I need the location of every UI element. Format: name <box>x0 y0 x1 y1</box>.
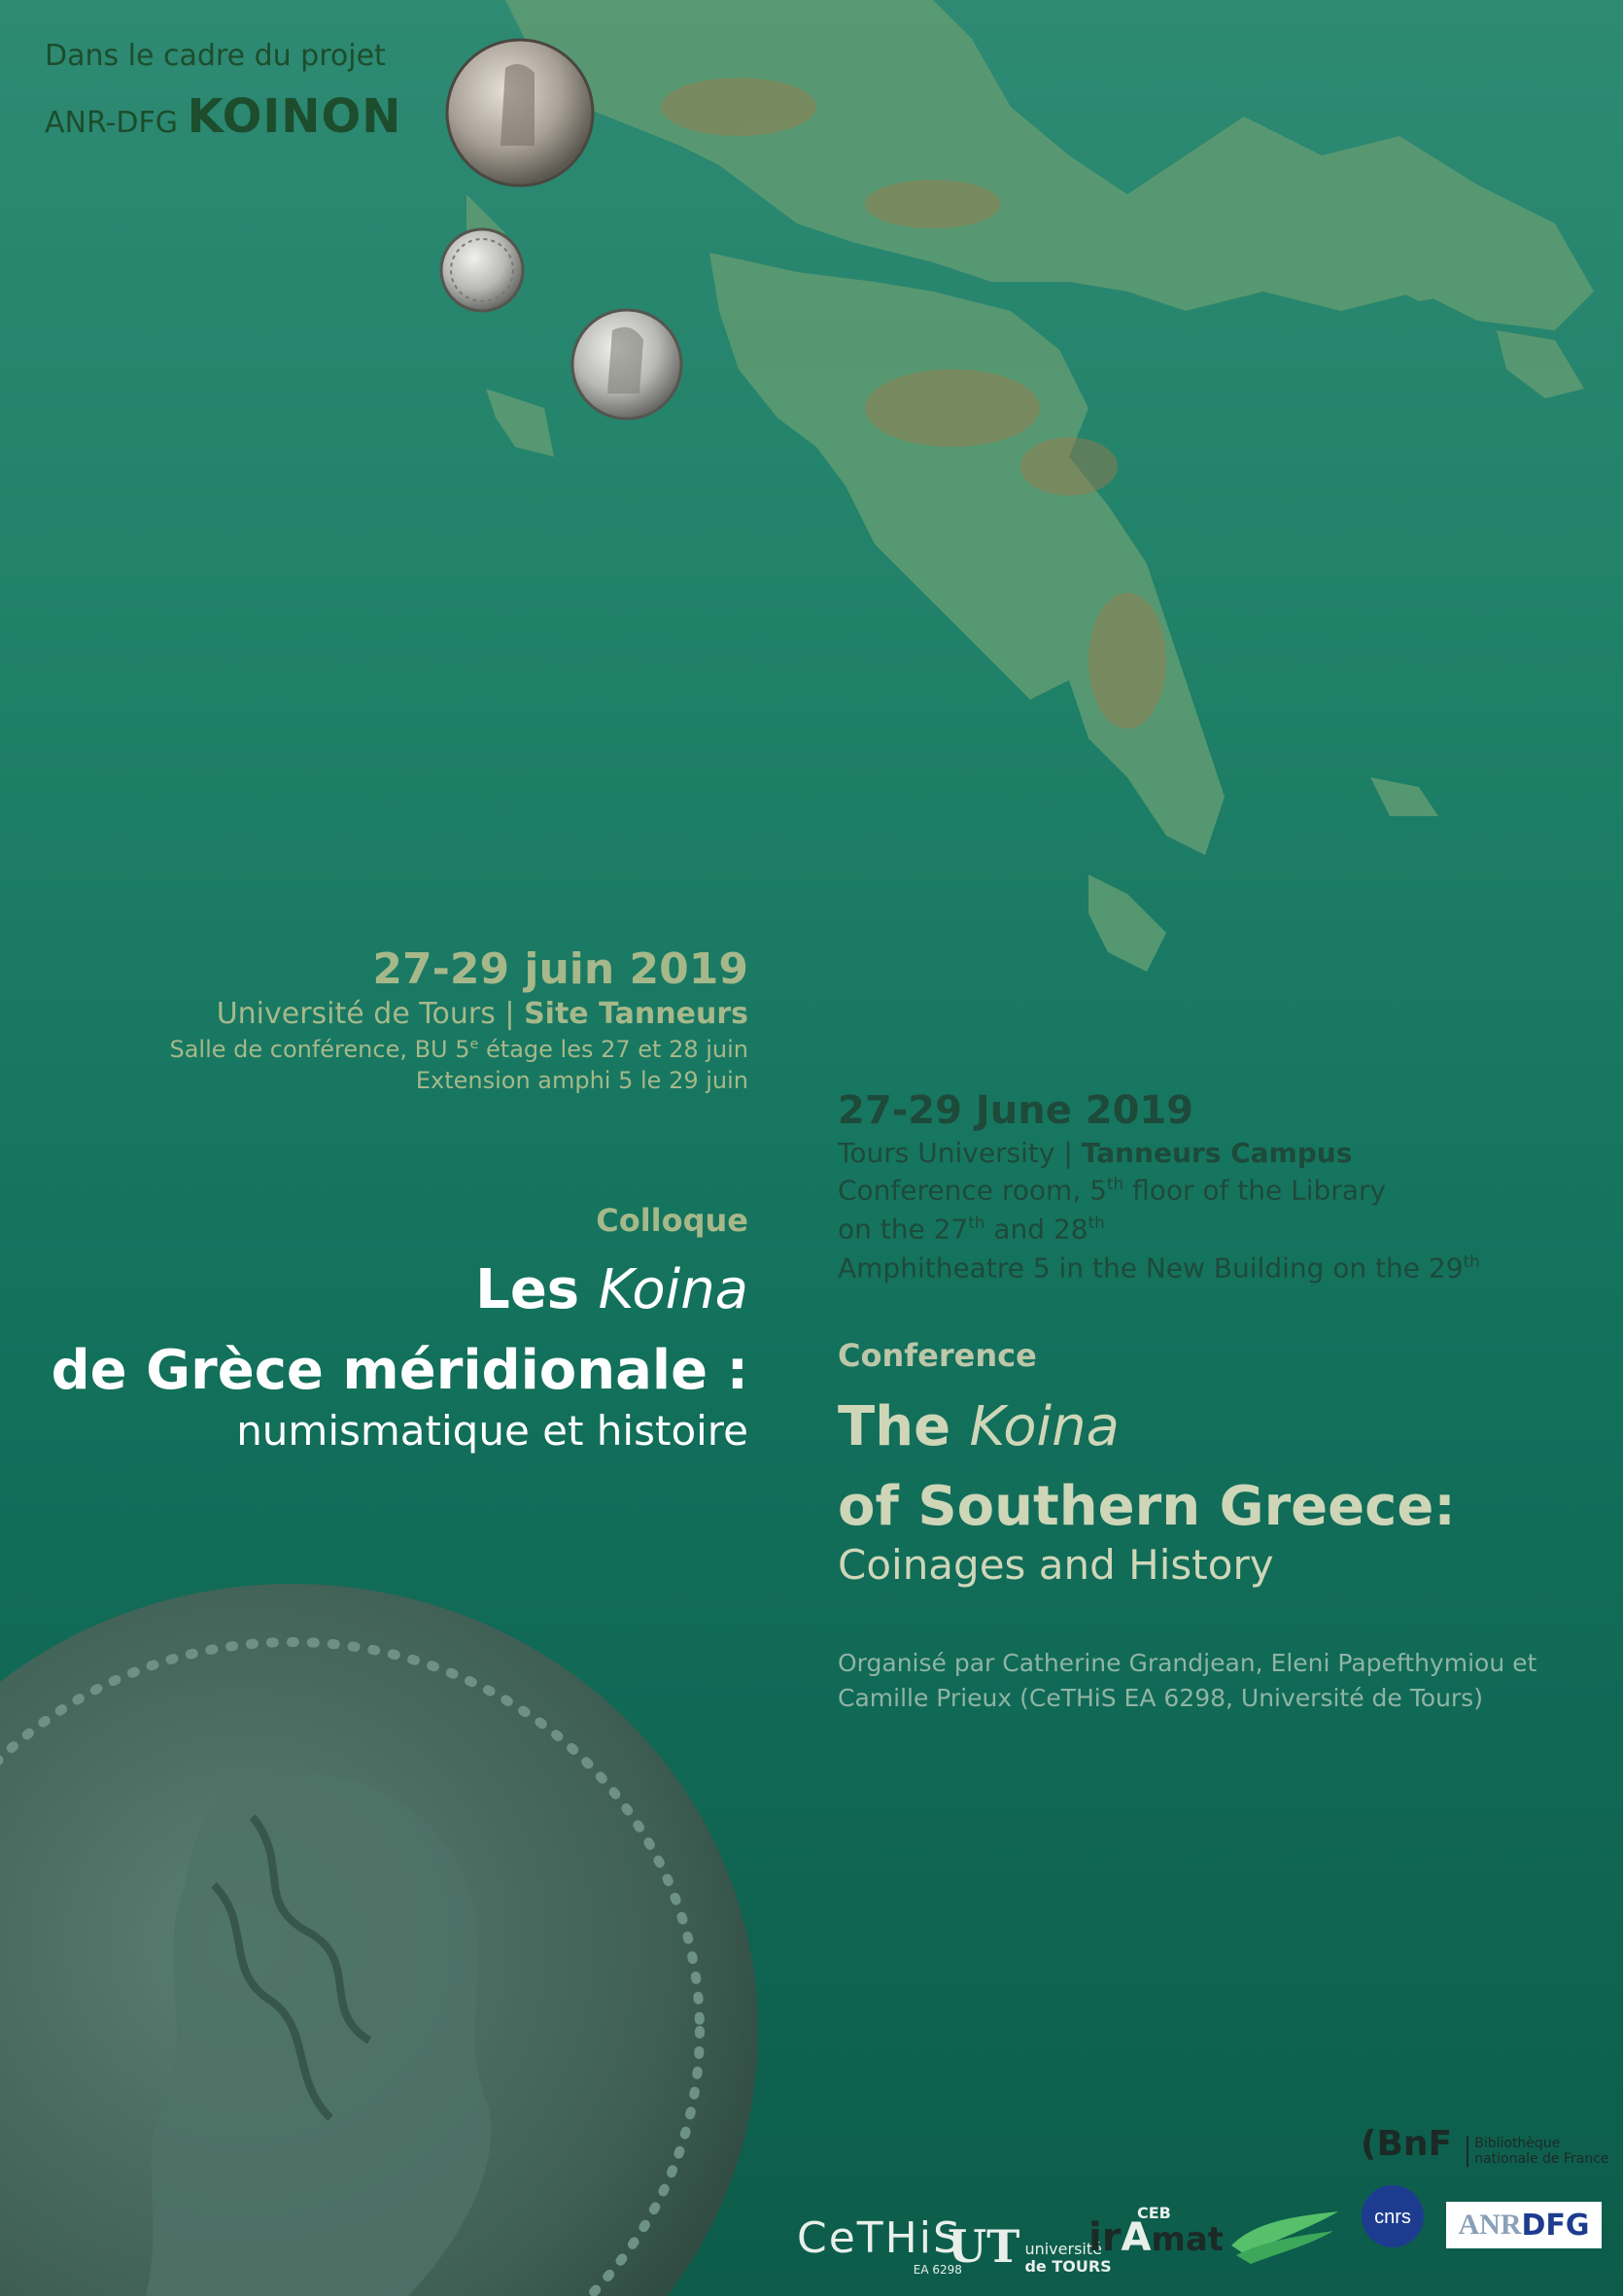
french-subtitle: numismatique et histoire <box>236 1407 748 1455</box>
ut-univ-text: université <box>1024 2239 1102 2258</box>
english-subtitle: Coinages and History <box>838 1541 1274 1589</box>
dfg-text: DFG <box>1521 2208 1590 2243</box>
english-room2-sup2: th <box>1088 1213 1105 1232</box>
french-university-name: Université de Tours <box>216 997 496 1031</box>
iramat-ceb: CEB <box>1137 2204 1171 2222</box>
bnf-logo: (BnF Bibliothèque nationale de France <box>1361 2124 1609 2167</box>
english-date: 27-29 June 2019 <box>838 1088 1194 1133</box>
english-title-the: The <box>838 1395 970 1458</box>
english-amphi <box>838 1251 1480 1284</box>
french-colloque-label: Colloque <box>596 1202 748 1239</box>
english-amphi-a: Amphitheatre 5 in the New Building on the 29 <box>838 1251 1464 1285</box>
iramat-mat: mat <box>1151 2220 1225 2259</box>
organizers <box>838 1646 1537 1716</box>
iramat-ir: ir <box>1088 2215 1122 2260</box>
greece-map-illustration <box>389 0 1623 1011</box>
bnf-sub1: Bibliothèque <box>1474 2135 1561 2151</box>
coin-image-2 <box>441 229 523 311</box>
english-room-b: floor of the Library <box>1123 1174 1387 1207</box>
french-title-koina: Koina <box>598 1258 748 1321</box>
english-title-line2: of Southern Greece: <box>838 1475 1456 1538</box>
english-room-sup: th <box>1106 1174 1124 1193</box>
bnf-sub2: nationale de France <box>1474 2150 1609 2167</box>
ut-tours-text: de TOURS <box>1024 2256 1112 2276</box>
english-campus: Tanneurs Campus <box>1081 1137 1353 1169</box>
organizers-line1: Organisé par Catherine Grandjean, Eleni Papefthymiou et <box>838 1649 1537 1677</box>
english-room2-sup1: th <box>968 1213 985 1232</box>
french-salle <box>169 1036 748 1063</box>
english-university-name: Tours University <box>838 1137 1055 1169</box>
french-site: Site Tanneurs <box>524 997 748 1031</box>
project-koinon: KOINON <box>187 89 402 144</box>
french-university <box>217 997 748 1031</box>
project-name <box>45 89 401 144</box>
french-salle-b: étage les 27 et 28 juin <box>478 1036 748 1063</box>
cethis-logo-text: CeTHiS <box>797 2213 962 2263</box>
orleans-logo-graphic <box>1226 2202 1343 2270</box>
bnf-logo-text: BnF <box>1376 2124 1453 2164</box>
english-room-dates <box>838 1213 1105 1245</box>
cnrs-logo <box>1359 2182 1427 2250</box>
english-room2-b: and 28 <box>984 1213 1088 1246</box>
iramat-a: A <box>1121 2215 1152 2260</box>
english-title-koina: Koina <box>969 1395 1120 1458</box>
anr-text: ANR <box>1458 2209 1522 2241</box>
cethis-logo-sub: EA 6298 <box>913 2263 962 2277</box>
english-university <box>838 1137 1352 1169</box>
english-room-a: Conference room, 5 <box>838 1174 1107 1207</box>
french-title-line1 <box>475 1258 748 1321</box>
english-separator: | <box>1054 1137 1082 1169</box>
universite-tours-logo: UT université de TOURS <box>948 2220 1112 2276</box>
english-room <box>838 1174 1386 1206</box>
french-extension: Extension amphi 5 le 29 juin <box>415 1067 748 1094</box>
large-coin-zeus-image <box>0 1574 777 2296</box>
iramat-logo <box>1088 2204 1225 2260</box>
anr-dfg-logo <box>1446 2202 1602 2248</box>
organizers-line2: Camille Prieux (CeTHiS EA 6298, Université de Tours) <box>838 1684 1483 1712</box>
french-title-line2: de Grèce méridionale : <box>51 1339 748 1402</box>
project-intro: Dans le cadre du projet <box>45 39 386 73</box>
english-conference-label: Conference <box>838 1337 1037 1374</box>
french-date: 27-29 juin 2019 <box>372 944 748 994</box>
english-title-line1 <box>838 1395 1120 1458</box>
french-salle-a: Salle de conférence, BU 5 <box>169 1036 470 1063</box>
english-amphi-sup: th <box>1463 1251 1480 1271</box>
cethis-logo <box>797 2213 962 2277</box>
project-prefix: ANR-DFG <box>45 106 179 140</box>
cnrs-logo-text: cnrs <box>1374 2207 1411 2228</box>
french-separator: | <box>495 997 525 1031</box>
english-room2-a: on the 27 <box>838 1213 969 1246</box>
french-salle-sup: e <box>469 1037 479 1052</box>
french-title-les: Les <box>475 1258 599 1321</box>
